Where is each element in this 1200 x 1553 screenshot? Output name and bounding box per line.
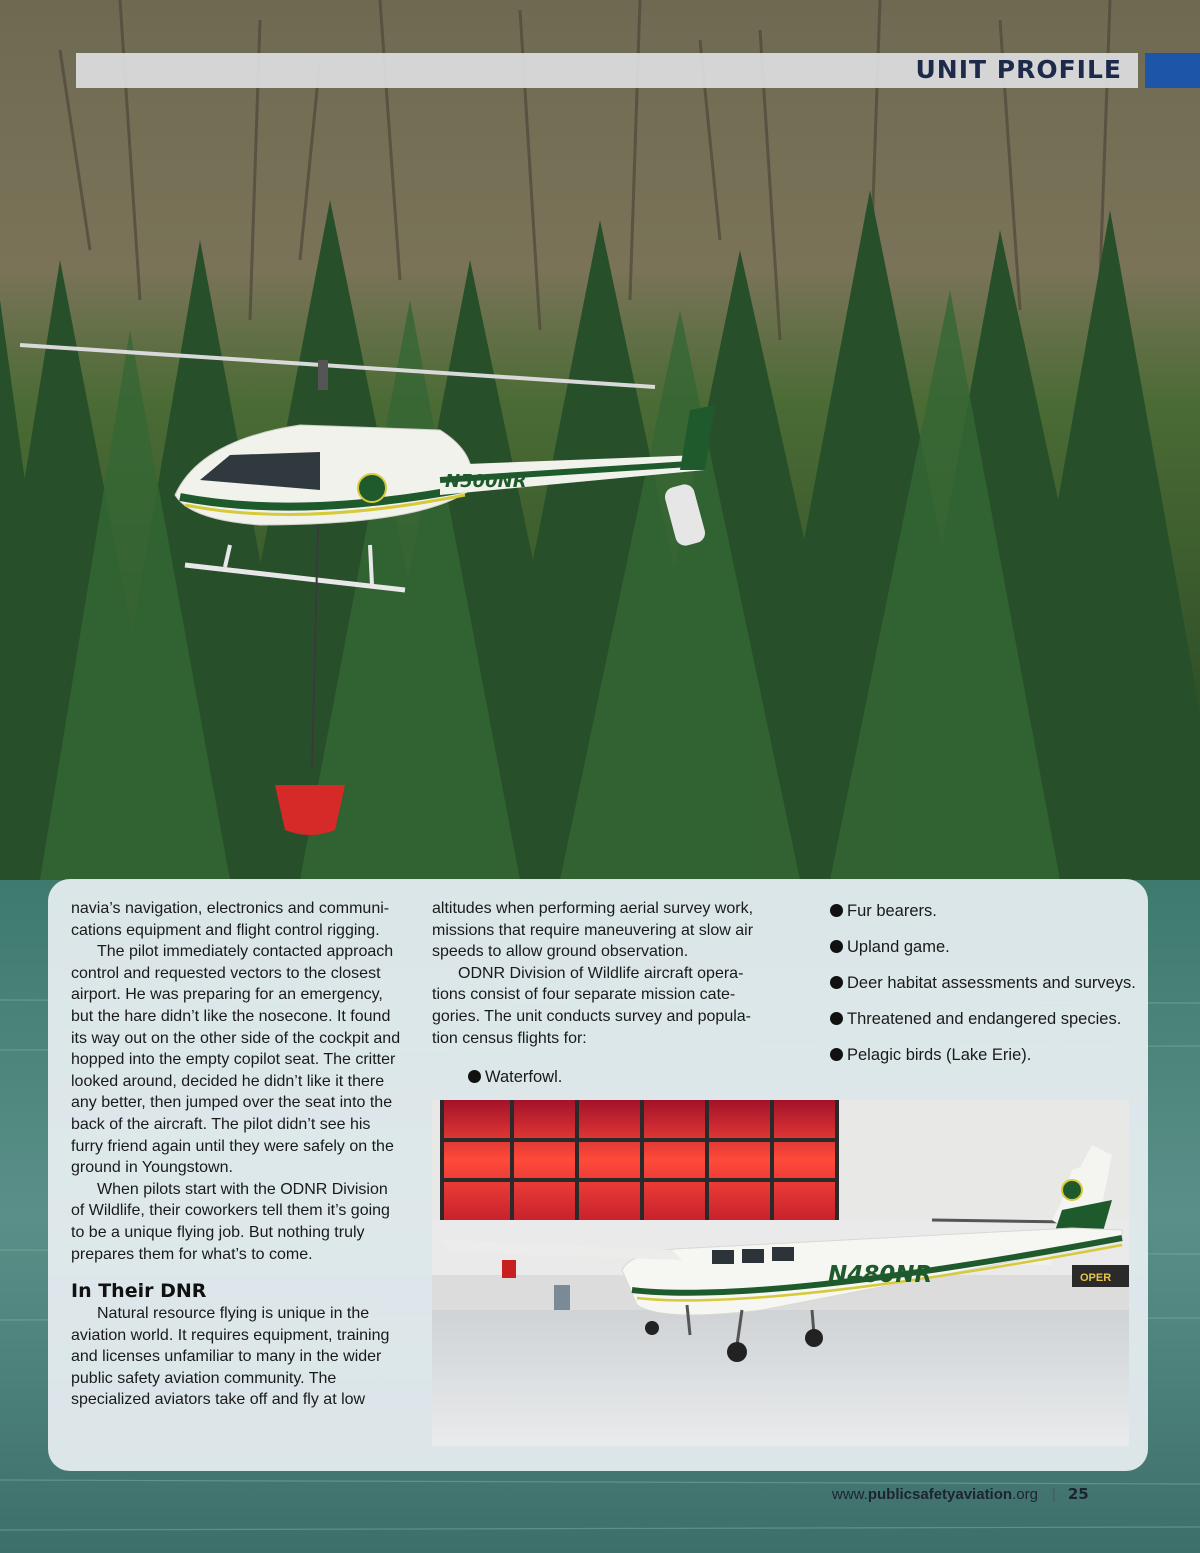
bullet-item bbox=[830, 1010, 1140, 1032]
bullet-text: Waterfowl. bbox=[485, 1068, 563, 1087]
svg-text:N480NR: N480NR bbox=[828, 1262, 933, 1288]
bullet-item bbox=[830, 1046, 1140, 1068]
footer-url-domain: publicsafetyaviation bbox=[867, 1486, 1013, 1503]
svg-text:OPER: OPER bbox=[1080, 1272, 1112, 1284]
bullet-text: Fur bearers. bbox=[847, 902, 937, 920]
article-column-1 bbox=[71, 898, 403, 1411]
article-column-3 bbox=[830, 902, 1140, 1082]
bullet-text: Upland game. bbox=[847, 938, 950, 956]
article-column-2 bbox=[432, 898, 772, 1089]
paragraph: When pilots start with the ODNR Division of Wildlife, their coworkers tell them it’s going to be a unique flying job. But nothing truly prepares them for what’s to come. bbox=[71, 1180, 390, 1263]
bullet-text: Pelagic birds (Lake Erie). bbox=[847, 1046, 1032, 1064]
subheading: In Their DNR bbox=[71, 1280, 207, 1303]
footer-url-prefix: www. bbox=[832, 1486, 868, 1503]
bullet-text: Deer habitat assessments and surveys. bbox=[847, 974, 1136, 992]
section-label: UNIT PROFILE bbox=[915, 55, 1122, 84]
page-number: 25 bbox=[1067, 1485, 1089, 1503]
bullet-text: Threatened and endangered species. bbox=[847, 1010, 1122, 1028]
paragraph: Natural resource flying is unique in the aviation world. It requires equipment, training and licenses unfamiliar to many in the wider public safety aviation community. The specialized aviators take off and fly at low bbox=[71, 1305, 390, 1409]
paragraph: altitudes when performing aerial survey work, missions that require maneuvering at slow air speeds to allow ground observation. bbox=[432, 900, 754, 961]
paragraph: ODNR Division of Wildlife aircraft opera-tions consist of four separate mission cate-gories. The unit conducts survey and popula-tion census flights for: bbox=[432, 964, 752, 1047]
bullet-icon bbox=[830, 904, 843, 917]
bullet-icon bbox=[468, 1070, 481, 1083]
svg-text:N500NR: N500NR bbox=[445, 471, 527, 492]
footer-url-suffix: .org bbox=[1012, 1486, 1038, 1503]
bullet-item bbox=[830, 902, 1140, 924]
section-header-bar bbox=[76, 53, 1138, 88]
paragraph: navia’s navigation, electronics and communi-cations equipment and flight control rigging. bbox=[71, 900, 390, 939]
header-accent-block bbox=[1145, 53, 1200, 88]
bullet-icon bbox=[830, 1048, 843, 1061]
hangar-airplane-photo bbox=[432, 1100, 1129, 1446]
bullet-item bbox=[830, 938, 1140, 960]
bullet-item bbox=[468, 1067, 772, 1089]
bullet-icon bbox=[830, 976, 843, 989]
paragraph: The pilot immediately contacted approach control and requested vectors to the closest airport. He was preparing for an emergency, but the hare didn’t like the nosecone. It found its way out on the other side of the cockpit and hopped into the empty copilot seat. The critter looked around, decided he didn’t like it there any better, then jumped over the seat into the back of the aircraft. The pilot didn’t see his furry friend again until they were safely on the ground in Youngstown. bbox=[71, 943, 401, 1177]
page-footer bbox=[832, 1485, 1089, 1503]
bullet-icon bbox=[830, 1012, 843, 1025]
bullet-icon bbox=[830, 940, 843, 953]
footer-separator: | bbox=[1051, 1486, 1056, 1503]
bullet-item bbox=[830, 974, 1140, 996]
